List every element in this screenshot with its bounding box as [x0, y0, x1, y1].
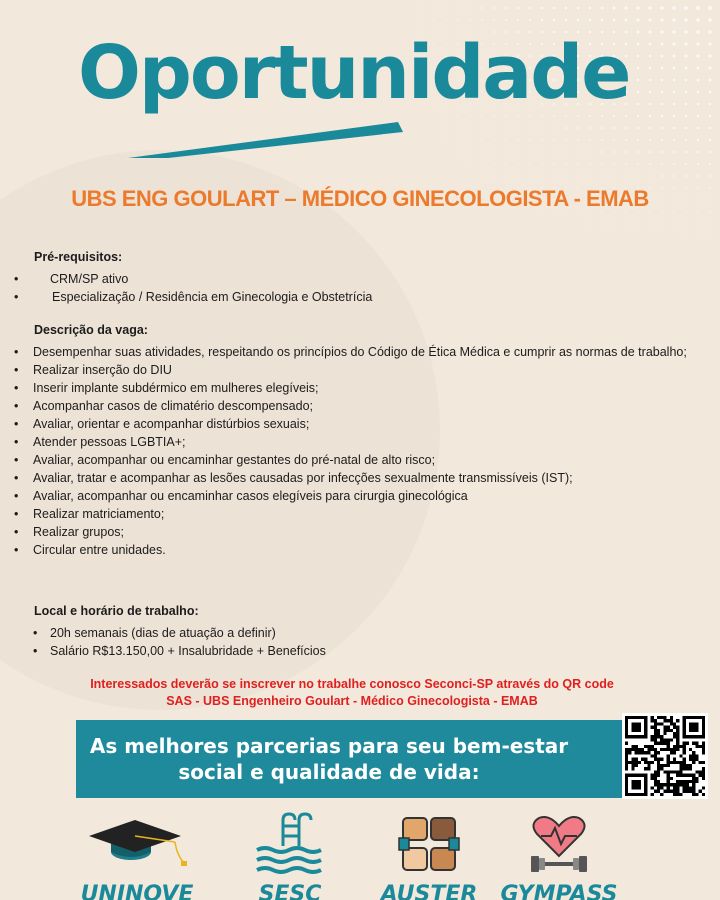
partner-auster[interactable] [364, 812, 494, 900]
swimming-pool-icon [255, 812, 325, 876]
banner-line: social e qualidade de vida: [178, 760, 480, 784]
page-title: Oportunidade [78, 30, 630, 116]
qr-code[interactable] [622, 713, 708, 799]
notice-line: Interessados deverão se inscrever no trabalhe conosco Seconci-SP através do QR code [90, 677, 614, 691]
prerequisites-section [14, 248, 694, 306]
list-item: • Atender pessoas LGBTIA+; [14, 433, 694, 451]
partner-name: GYMPASS [500, 882, 618, 900]
heart-dumbbell-icon [527, 812, 591, 876]
location-section [14, 602, 694, 660]
partner-name: UNINOVE [80, 882, 194, 900]
partner-uninove[interactable] [72, 812, 202, 900]
list-item: • Realizar matriciamento; [14, 505, 694, 523]
partners-banner [76, 720, 622, 798]
list-item: • Inserir implante subdérmico em mulheres elegíveis; [14, 379, 694, 397]
description-section [14, 321, 694, 559]
notice-line: SAS - UBS Engenheiro Goulart - Médico Ginecologista - EMAB [166, 694, 538, 708]
partner-sesc[interactable] [225, 812, 355, 900]
title-swoosh-decoration [128, 120, 408, 160]
job-title: UBS ENG GOULART – MÉDICO GINECOLOGISTA - EMAB [71, 186, 649, 211]
list-item: • Avaliar, acompanhar ou encaminhar casos elegíveis para cirurgia ginecológica [14, 487, 694, 505]
application-notice [0, 676, 704, 710]
description-heading: Descrição da vaga: [34, 323, 148, 337]
list-item: • Avaliar, orientar e acompanhar distúrbios sexuais; [14, 415, 694, 433]
graduation-cap-icon [87, 812, 187, 872]
list-item: • Especialização / Residência em Ginecologia e Obstetrícia [14, 288, 694, 306]
location-heading: Local e horário de trabalho: [34, 604, 199, 618]
list-item: • CRM/SP ativo [14, 270, 694, 288]
partner-gympass[interactable] [494, 812, 624, 900]
qr-code-icon [625, 716, 705, 796]
list-item: • Realizar inserção do DIU [14, 361, 694, 379]
list-item: • Realizar grupos; [14, 523, 694, 541]
list-item: • Salário R$13.150,00 + Insalubridade + Benefícios [14, 642, 694, 660]
banner-line: As melhores parcerias para seu bem-estar [89, 734, 569, 758]
list-item: • Circular entre unidades. [14, 541, 694, 559]
list-item: • Avaliar, acompanhar ou encaminhar gestantes do pré-natal de alto risco; [14, 451, 694, 469]
partner-name: AUSTER [380, 882, 478, 900]
joined-hands-icon [397, 812, 461, 876]
list-item: • Acompanhar casos de climatério descompensado; [14, 397, 694, 415]
prerequisites-heading: Pré-requisitos: [34, 250, 123, 264]
list-item: • Avaliar, tratar e acompanhar as lesões causadas por infecções sexualmente transmissíveis (IST); [14, 469, 694, 487]
partner-name: SESC [258, 882, 322, 900]
list-item: • Desempenhar suas atividades, respeitando os princípios do Código de Ética Médica e cumprir as normas de trabalho; [14, 343, 694, 361]
list-item: • 20h semanais (dias de atuação a definir) [14, 624, 694, 642]
